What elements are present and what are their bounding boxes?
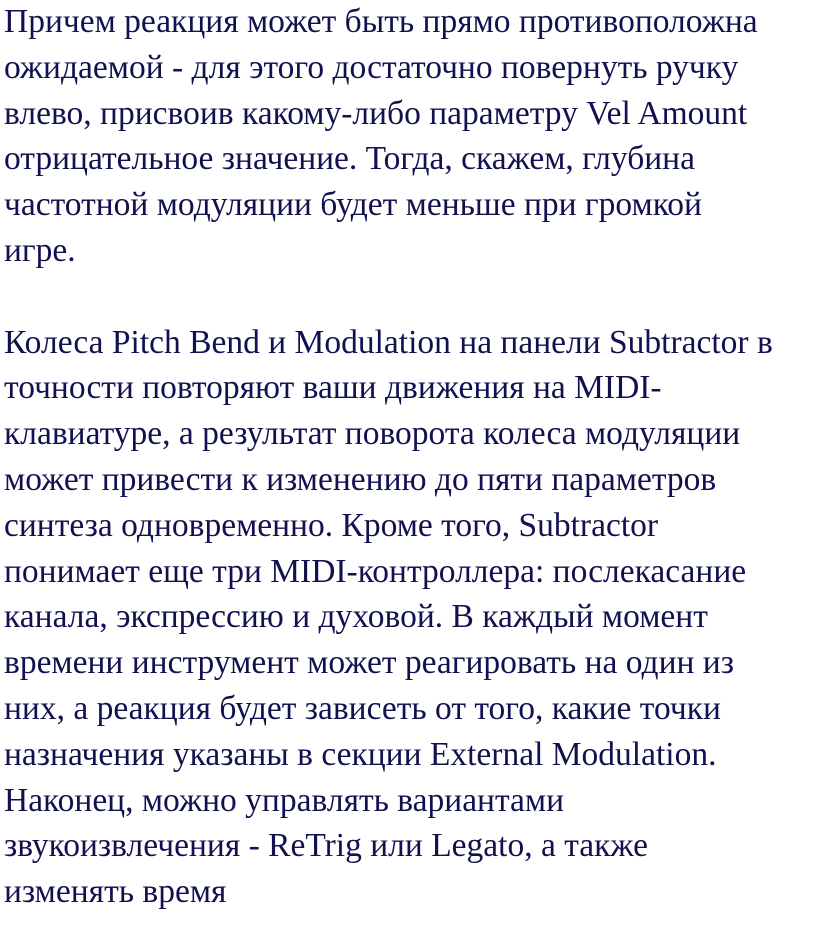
text-line: влево, присвоив какому-либо параметру Vel Amount	[4, 94, 748, 132]
text-line: игре.	[4, 231, 76, 269]
text-line: может привести к изменению до пяти параметров	[4, 460, 717, 498]
text-line: клавиатуре, а результат поворота колеса модуляции	[4, 415, 741, 453]
text-line: Причем реакция может быть прямо противоположна	[4, 3, 758, 40]
paragraph-spacer	[4, 274, 812, 320]
text-line: отрицательное значение. Тогда, скажем, глубина	[4, 140, 695, 178]
text-line: них, а реакция будет зависеть от того, какие точки	[4, 689, 721, 727]
text-line: понимает еще три MIDI-контроллера: послекасание	[4, 552, 747, 590]
paragraph-wheels	[4, 320, 812, 915]
text-line: назначения указаны в секции External Modulation.	[4, 735, 717, 773]
text-line: точности повторяют ваши движения на MIDI-	[4, 369, 662, 407]
text-line: частотной модуляции будет меньше при громкой	[4, 186, 702, 224]
document-page	[4, 0, 812, 915]
paragraph-velocity	[4, 0, 812, 274]
text-line: Колеса Pitch Bend и Modulation на панели Subtractor в	[4, 323, 773, 361]
text-line: изменять время	[4, 873, 227, 911]
text-line: ожидаемой - для этого достаточно повернуть ручку	[4, 48, 739, 86]
text-line: канала, экспрессию и духовой. В каждый момент	[4, 598, 708, 636]
text-line: звукоизвлечения - ReTrig или Legato, а также	[4, 827, 648, 865]
text-line: Наконец, можно управлять вариантами	[4, 781, 565, 819]
text-line: синтеза одновременно. Кроме того, Subtractor	[4, 506, 659, 544]
text-line: времени инструмент может реагировать на один из	[4, 644, 734, 682]
